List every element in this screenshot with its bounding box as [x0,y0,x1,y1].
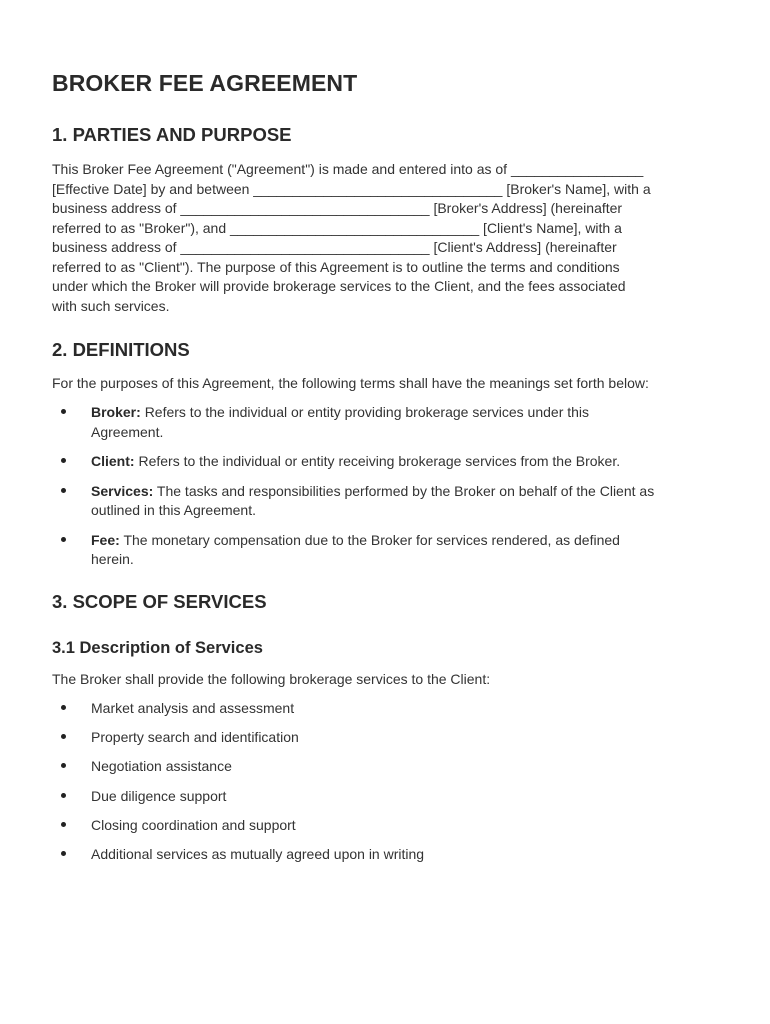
list-item [52,403,722,442]
service-text: Additional services as mutually agreed upon in writing [91,845,425,862]
list-item [52,757,722,777]
services-intro: The Broker shall provide the following brokerage services to the Client: [52,671,491,687]
service-text: Closing coordination and support [91,816,296,833]
definition-text: Agreement. [91,423,164,440]
bullet-icon [61,851,66,856]
section-3-heading: 3. SCOPE OF SERVICES [52,591,267,612]
list-item [52,728,722,748]
document-title: BROKER FEE AGREEMENT [52,70,358,96]
list-item [52,482,722,521]
service-text: Property search and identification [91,729,299,746]
paragraph-line: with such services. [52,297,170,314]
list-item [52,787,722,807]
services-list [52,699,722,864]
bullet-icon [61,537,66,542]
list-item [52,531,722,570]
definition-text: outlined in this Agreement. [91,502,256,518]
definitions-intro: For the purposes of this Agreement, the following terms shall have the meanings set forth below: [52,375,649,391]
paragraph-line: referred to as "Client"). The purpose of this Agreement is to outline the terms and conditions [52,258,620,275]
section-3-1-heading: 3.1 Description of Services [52,639,263,657]
list-item [52,845,722,865]
definition-term: Fee: [91,531,120,548]
service-text: Market analysis and assessment [91,700,295,716]
definition-text: Refers to the individual or entity providing brokerage services under this [144,404,590,420]
definition-term: Client: [91,453,135,469]
definitions-list [52,403,722,570]
definition-text: herein. [91,551,134,567]
definition-text: The tasks and responsibilities performed by the Broker on behalf of the Client as [156,482,655,499]
paragraph-line: business address of ________________________________ [Client's Address] (hereinafter [52,239,617,255]
section-2-heading: 2. DEFINITIONS [52,339,190,360]
bullet-icon [61,488,66,493]
section-1-heading: 1. PARTIES AND PURPOSE [52,124,292,145]
service-text: Due diligence support [91,787,227,804]
paragraph-line: under which the Broker will provide brokerage services to the Client, and the fees associated [52,278,626,294]
definition-term: Services: [91,482,154,499]
bullet-icon [61,734,66,739]
paragraph-line: [Effective Date] by and between ________________________________ [Broker's Name], with a [52,180,651,197]
list-item [52,816,722,836]
bullet-icon [61,822,66,827]
bullet-icon [61,458,66,463]
bullet-icon [61,705,66,710]
paragraph-line: This Broker Fee Agreement ("Agreement") is made and entered into as of _________________ [52,161,644,177]
definition-text: The monetary compensation due to the Broker for services rendered, as defined [123,531,620,548]
list-item [52,452,722,472]
bullet-icon [61,793,66,798]
paragraph-line: referred to as "Broker"), and ________________________________ [Client's Name], with a [52,219,622,236]
paragraph-line: business address of ________________________________ [Broker's Address] (hereinafter [52,200,623,216]
definition-term: Broker: [91,404,141,420]
service-text: Negotiation assistance [91,758,232,775]
bullet-icon [61,763,66,768]
section-1-paragraph [52,160,722,316]
list-item [52,699,722,719]
definition-text: Refers to the individual or entity receiving brokerage services from the Broker. [138,453,621,469]
bullet-icon [61,409,66,414]
